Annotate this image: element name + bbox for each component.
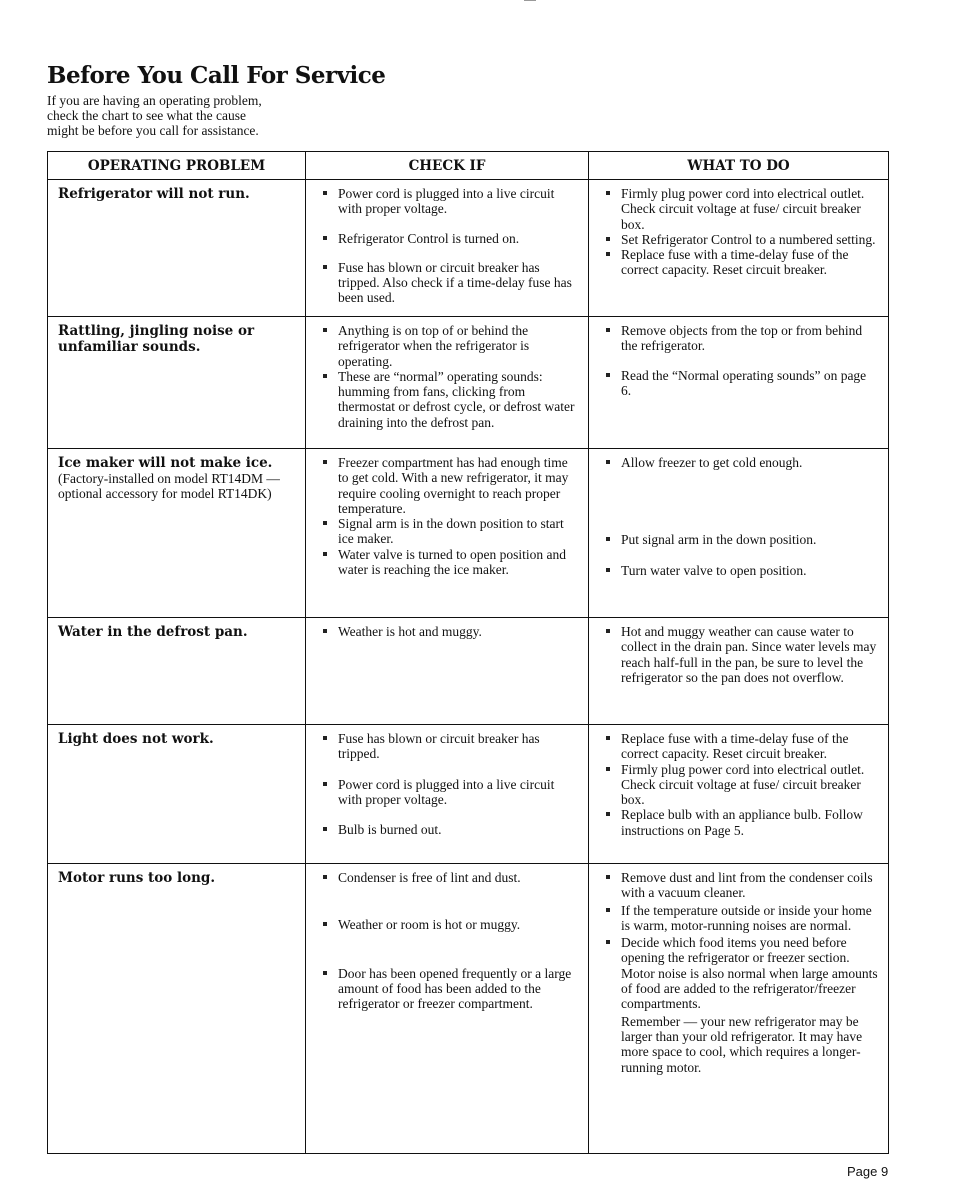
todo-item: Remove dust and lint from the condenser coils with a vacuum cleaner. xyxy=(603,870,878,901)
header-operating-problem: OPERATING PROBLEM xyxy=(48,152,306,180)
header-what-to-do: WHAT TO DO xyxy=(589,152,889,180)
check-item: Fuse has blown or circuit breaker has tripped. Also check if a time-delay fuse has been used. xyxy=(320,260,578,306)
todo-item: Put signal arm in the down position. xyxy=(603,532,878,547)
check-item: Weather is hot and muggy. xyxy=(320,624,578,639)
todo-item: Firmly plug power cord into electrical outlet. Check circuit voltage at fuse/ circuit breaker box. xyxy=(603,186,878,232)
check-item: Weather or room is hot or muggy. xyxy=(320,917,578,932)
todo-item: If the temperature outside or inside your home is warm, motor-running noises are normal. xyxy=(603,903,878,934)
todo-item: Turn water valve to open position. xyxy=(603,563,878,578)
table-row xyxy=(48,317,889,449)
todo-item: Allow freezer to get cold enough. xyxy=(603,455,878,470)
check-item: Power cord is plugged into a live circuit with proper voltage. xyxy=(320,777,578,808)
scan-mark xyxy=(524,0,536,1)
todo-item: Replace bulb with an appliance bulb. Follow instructions on Page 5. xyxy=(603,807,878,838)
table-header-row xyxy=(48,152,889,180)
page-number: Page 9 xyxy=(847,1164,889,1179)
todo-item: Remove objects from the top or from behind the refrigerator. xyxy=(603,323,878,354)
check-item: Door has been opened frequently or a large amount of food has been added to the refrigerator or freezer compartment. xyxy=(320,966,578,1012)
problem-note: (Factory-installed on model RT14DM — optional accessory for model RT14DK) xyxy=(58,471,280,501)
table-row xyxy=(48,180,889,317)
todo-item: Replace fuse with a time-delay fuse of the correct capacity. Reset circuit breaker. xyxy=(603,731,878,762)
check-item: Refrigerator Control is turned on. xyxy=(320,231,578,246)
problem-title: Rattling, jingling noise or unfamiliar sounds. xyxy=(58,323,255,355)
check-item: Fuse has blown or circuit breaker has tripped. xyxy=(320,731,578,762)
page-title: Before You Call For Service xyxy=(47,62,386,89)
check-item: Condenser is free of lint and dust. xyxy=(320,870,578,885)
todo-item: Read the “Normal operating sounds” on page 6. xyxy=(603,368,878,399)
intro-line: check the chart to see what the cause xyxy=(47,108,247,123)
table-row xyxy=(48,864,889,1154)
check-item: Bulb is burned out. xyxy=(320,822,578,837)
todo-item: Firmly plug power cord into electrical outlet. Check circuit voltage at fuse/ circuit breaker box. xyxy=(603,762,878,808)
todo-remember-note: Remember — your new refrigerator may be larger than your old refrigerator. It may have more space to cool, which requires a longer-running motor. xyxy=(621,1013,863,1075)
check-item: These are “normal” operating sounds: humming from fans, clicking from thermostat or defrost cycle, or defrost water draining into the defrost pan. xyxy=(320,369,578,430)
problem-title: Light does not work. xyxy=(58,731,214,747)
table-row xyxy=(48,725,889,864)
check-item: Power cord is plugged into a live circuit with proper voltage. xyxy=(320,186,578,217)
todo-item: Decide which food items you need before opening the refrigerator or freezer section. Motor noise is also normal when large amounts of food are added to the refrigerator/freezer compartments. xyxy=(603,935,878,1011)
problem-title: Motor runs too long. xyxy=(58,870,216,886)
todo-item: Set Refrigerator Control to a numbered setting. xyxy=(603,232,878,247)
intro-paragraph xyxy=(47,93,347,138)
intro-line: If you are having an operating problem, xyxy=(47,93,262,108)
todo-item: Hot and muggy weather can cause water to collect in the drain pan. Since water levels may reach half-full in the pan, be sure to level the refrigerator so the pan does not overflow. xyxy=(603,624,878,685)
problem-title: Ice maker will not make ice. xyxy=(58,455,273,471)
check-item: Signal arm is in the down position to start ice maker. xyxy=(320,516,578,547)
intro-line: might be before you call for assistance. xyxy=(47,123,259,138)
problem-title: Water in the defrost pan. xyxy=(58,624,248,640)
problem-title: Refrigerator will not run. xyxy=(58,186,250,202)
table-row xyxy=(48,449,889,618)
header-check-if: CHECK IF xyxy=(306,152,589,180)
check-item: Freezer compartment has had enough time to get cold. With a new refrigerator, it may require cooling overnight to reach proper temperature. xyxy=(320,455,578,516)
table-row xyxy=(48,618,889,725)
check-item: Water valve is turned to open position and water is reaching the ice maker. xyxy=(320,547,578,578)
check-item: Anything is on top of or behind the refrigerator when the refrigerator is operating. xyxy=(320,323,578,369)
todo-item: Replace fuse with a time-delay fuse of the correct capacity. Reset circuit breaker. xyxy=(603,247,878,278)
troubleshooting-table xyxy=(47,151,889,1154)
